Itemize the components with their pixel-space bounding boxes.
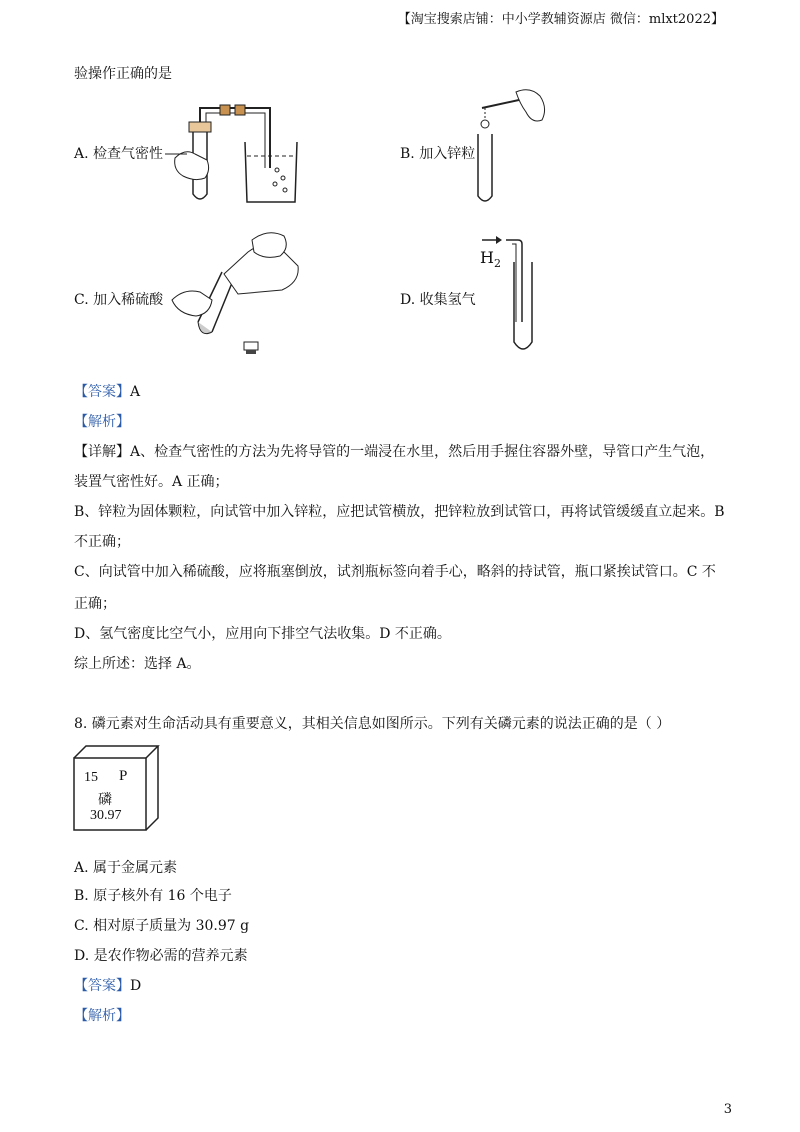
- atomic-number: 15: [84, 770, 98, 785]
- q8-analysis-tag: 【解析】: [74, 1008, 130, 1024]
- answer-value: A: [130, 384, 141, 400]
- answer-tag: 【答案】: [74, 384, 130, 400]
- hydrogen-subscript: 2: [493, 257, 501, 271]
- detail-line-2: 装置气密性好。A 正确；: [74, 474, 229, 490]
- add-zinc-figure: [468, 86, 558, 208]
- detail-line-5: C、向试管中加入稀硫酸，应将瓶塞倒放，试剂瓶标签向着手心，略斜的持试管，瓶口紧挨试管口。C 不: [74, 564, 716, 580]
- hydrogen-symbol: H: [480, 248, 494, 267]
- option-d-label: D. 收集氢气: [400, 292, 476, 308]
- option-c-label: C. 加入稀硫酸: [74, 292, 164, 308]
- detail-line-7: D、氢气密度比空气小，应用向下排空气法收集。D 不正确。: [74, 626, 451, 642]
- q8-option-a: A. 属于金属元素: [74, 860, 178, 876]
- option-a-label: A. 检查气密性: [74, 146, 164, 162]
- analysis-tag: 【解析】: [74, 414, 130, 430]
- detail-line-1: [74, 442, 714, 462]
- detail-line-8: 综上所述：选择 A。: [74, 656, 201, 672]
- answer-tag: 【答案】: [74, 978, 130, 994]
- detail-text: A、检查气密性的方法为先将导管的一端浸在水里，然后用手握住容器外壁，导管口产生气泡，: [130, 444, 715, 460]
- q8-option-d: D. 是农作物必需的营养元素: [74, 948, 248, 964]
- element-name: 磷: [98, 792, 112, 808]
- detail-line-6: 正确；: [74, 596, 116, 612]
- hydrogen-formula-label: [480, 248, 501, 270]
- question-8-stem: 8. 磷元素对生命活动具有重要意义，其相关信息如图所示。下列有关磷元素的说法正确的是（ ）: [74, 716, 671, 732]
- q7-answer-line: [74, 382, 140, 402]
- page-number: 3: [723, 1102, 732, 1117]
- page-header-watermark: 【淘宝搜索店铺：中小学教辅资源店 微信：mlxt2022】: [397, 12, 724, 27]
- detail-line-4: 不正确；: [74, 534, 130, 550]
- question-7-intro: 验操作正确的是: [74, 66, 172, 82]
- answer-value: D: [130, 978, 142, 994]
- add-dilute-acid-figure: [168, 222, 308, 360]
- detail-tag: 【详解】: [74, 444, 130, 460]
- q8-option-b: B. 原子核外有 16 个电子: [74, 888, 232, 904]
- detail-line-3: B、锌粒为固体颗粒，向试管中加入锌粒，应把试管横放，把锌粒放到试管口，再将试管缓缓直立起来。B: [74, 504, 725, 520]
- option-b-label: B. 加入锌粒: [400, 146, 476, 162]
- airtightness-check-figure: [165, 98, 315, 208]
- q8-option-c: C. 相对原子质量为 30.97 g: [74, 918, 250, 934]
- atomic-mass: 30.97: [90, 808, 122, 823]
- q8-answer-line: [74, 976, 141, 996]
- element-symbol: P: [119, 768, 128, 784]
